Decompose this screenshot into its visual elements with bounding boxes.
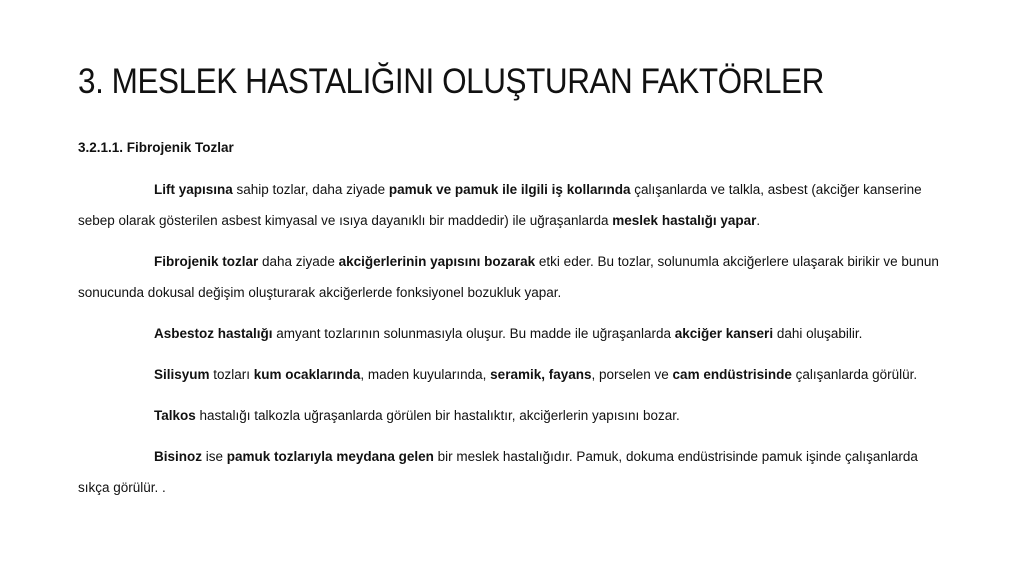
text-run: ise — [202, 449, 227, 464]
bold-term: kum ocaklarında — [253, 367, 361, 382]
text-run: , porselen ve — [591, 367, 673, 382]
bold-term: pamuk ve pamuk ile ilgili iş kollarında — [388, 182, 631, 197]
paragraph-talkos — [78, 400, 948, 431]
bold-term: Talkos — [154, 408, 196, 423]
paragraph-lift-tozlar — [78, 174, 948, 236]
bold-term: Bisinoz — [154, 449, 203, 464]
bold-term: seramik, fayans — [490, 367, 592, 382]
slide-body — [78, 174, 948, 513]
paragraph-asbestoz — [78, 318, 948, 349]
slide-title: 3. MESLEK HASTALIĞINI OLUŞTURAN FAKTÖRLER — [78, 62, 824, 101]
text-run: . — [756, 213, 761, 228]
text-run: etki eder. Bu tozlar, solunumla akciğerlere ulaşarak birikir ve bunun sonucunda dokusal değişim oluşturarak akciğerlerde fonksiyonel bozukluk yapar. — [78, 254, 939, 300]
bold-term: Fibrojenik tozlar — [154, 254, 259, 269]
bold-term: meslek hastalığı yapar — [612, 213, 757, 228]
bold-term: Lift yapısına — [154, 182, 233, 197]
section-subtitle: 3.2.1.1. Fibrojenik Tozlar — [78, 140, 234, 155]
text-run: tozları — [209, 367, 254, 382]
paragraph-silisyum — [78, 359, 948, 390]
bold-term: cam endüstrisinde — [672, 367, 792, 382]
text-run: hastalığı talkozla uğraşanlarda görülen bir hastalıktır, akciğerlerin yapısını bozar. — [195, 408, 680, 423]
text-run: dahi oluşabilir. — [773, 326, 863, 341]
bold-term: Asbestoz hastalığı — [154, 326, 273, 341]
text-run: sahip tozlar, daha ziyade — [232, 182, 389, 197]
bold-term: pamuk tozlarıyla meydana gelen — [226, 449, 434, 464]
text-run: çalışanlarda görülür. — [791, 367, 918, 382]
text-run: , maden kuyularında, — [360, 367, 491, 382]
bold-term: akciğerlerinin yapısını bozarak — [338, 254, 536, 269]
text-run: bir meslek hastalığıdır. Pamuk, dokuma endüstrisinde pamuk işinde çalışanlarda sıkça görülür. . — [78, 449, 918, 495]
paragraph-fibrojenik-tozlar — [78, 246, 948, 308]
text-run: daha ziyade — [258, 254, 339, 269]
text-run: amyant tozlarının solunmasıyla oluşur. Bu madde ile uğraşanlarda — [272, 326, 675, 341]
text-run: çalışanlarda ve talkla, asbest (akciğer kanserine sebep olarak gösterilen asbest kimyasal ve ısıya dayanıklı bir maddedir) ile uğraşanlarda — [78, 182, 922, 228]
bold-term: Silisyum — [154, 367, 210, 382]
bold-term: akciğer kanseri — [674, 326, 774, 341]
paragraph-bisinoz — [78, 441, 948, 503]
